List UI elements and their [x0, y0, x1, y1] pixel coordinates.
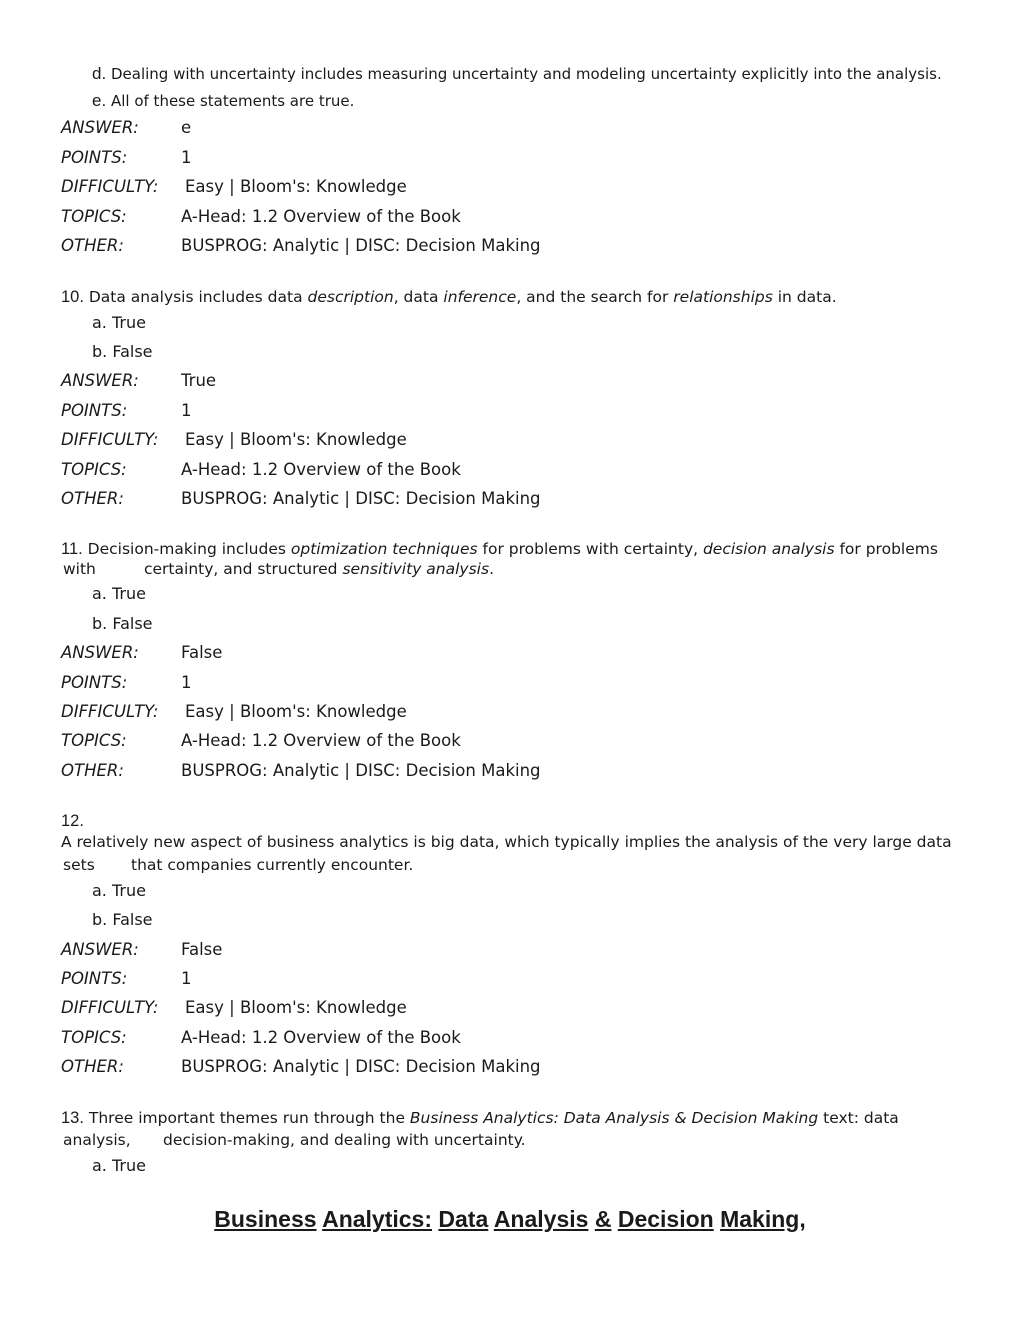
q11-other-label: OTHER:: [61, 761, 124, 780]
q13-number: 13.: [61, 1109, 84, 1127]
q10-stem: [61, 288, 837, 307]
q9-option-e: [92, 91, 354, 111]
q13-text-2: text: data: [818, 1109, 899, 1127]
q9-option-e-letter: e.: [92, 91, 107, 110]
q11-points-value: 1: [181, 673, 192, 692]
q10-answer-value: True: [181, 371, 217, 390]
q13-option-true: a. True: [92, 1156, 146, 1175]
q11-difficulty-label: DIFFICULTY:: [61, 702, 159, 721]
footer-word-2: Analytics:: [322, 1206, 433, 1232]
q11-italic-3: sensitivity analysis: [342, 560, 490, 578]
q9-other-label: OTHER:: [61, 236, 124, 255]
q10-number: 10.: [61, 288, 84, 306]
q9-difficulty-value: Easy | Bloom's: Knowledge: [185, 177, 407, 196]
footer-word-1: Business: [214, 1206, 317, 1232]
q12-difficulty-label: DIFFICULTY:: [61, 998, 159, 1017]
q11-italic-2: decision analysis: [702, 540, 835, 558]
q10-text-1: Data analysis includes data: [88, 288, 308, 306]
q10-option-true: a. True: [92, 313, 146, 332]
q11-stem-line-2b: [144, 560, 494, 578]
footer-word-3: Data: [438, 1206, 489, 1232]
q9-option-e-text: All of these statements are true.: [110, 92, 355, 110]
q13-stem-line-2b: decision-making, and dealing with uncertainty.: [163, 1131, 526, 1149]
q11-answer-value: False: [181, 643, 223, 662]
q9-option-d: [92, 64, 942, 84]
q11-option-false: b. False: [92, 614, 153, 633]
q9-option-d-letter: d.: [92, 64, 107, 83]
q13-stem-line-2a: analysis,: [63, 1131, 131, 1149]
q12-topics-value: A-Head: 1.2 Overview of the Book: [181, 1028, 461, 1047]
q13-stem-line-1: [61, 1109, 899, 1128]
q12-number: [61, 812, 84, 831]
q11-difficulty-value: Easy | Bloom's: Knowledge: [185, 702, 407, 721]
q12-points-value: 1: [181, 969, 192, 988]
q10-topics-value: A-Head: 1.2 Overview of the Book: [181, 460, 461, 479]
footer-word-6: Decision: [617, 1206, 714, 1232]
q11-text-5: certainty, and structured: [144, 560, 343, 578]
q9-points-label: POINTS:: [61, 148, 128, 167]
q10-difficulty-label: DIFFICULTY:: [61, 430, 159, 449]
q10-other-value: BUSPROG: Analytic | DISC: Decision Making: [181, 489, 541, 508]
q12-answer-label: ANSWER:: [61, 940, 139, 959]
q10-option-false: b. False: [92, 342, 153, 361]
q9-answer-label: ANSWER:: [61, 118, 139, 137]
q9-answer-value: e: [181, 118, 192, 137]
q12-number-text: 12.: [61, 812, 84, 830]
q12-other-value: BUSPROG: Analytic | DISC: Decision Making: [181, 1057, 541, 1076]
q11-italic-1: optimization techniques: [290, 540, 478, 558]
q12-stem-line-1: A relatively new aspect of business analytics is big data, which typically implies the analysis of the very large data: [61, 833, 952, 851]
q13-text-1: Three important themes run through the: [88, 1109, 410, 1127]
q12-points-label: POINTS:: [61, 969, 128, 988]
q9-topics-label: TOPICS:: [61, 207, 127, 226]
q10-points-value: 1: [181, 401, 192, 420]
q10-answer-label: ANSWER:: [61, 371, 139, 390]
q11-text-2: for problems with certainty,: [477, 540, 703, 558]
q10-points-label: POINTS:: [61, 401, 128, 420]
q12-option-false: b. False: [92, 910, 153, 929]
q10-italic-2: inference: [443, 288, 517, 306]
q11-other-value: BUSPROG: Analytic | DISC: Decision Making: [181, 761, 541, 780]
q9-points-value: 1: [181, 148, 192, 167]
footer-word-4: Analysis: [493, 1206, 589, 1232]
q12-stem-line-2b: that companies currently encounter.: [131, 856, 414, 874]
q10-italic-1: description: [307, 288, 394, 306]
q12-option-true: a. True: [92, 881, 146, 900]
footer-word-7: Making,: [720, 1206, 806, 1232]
q11-stem-line-1: [61, 540, 938, 559]
q9-other-value: BUSPROG: Analytic | DISC: Decision Making: [181, 236, 541, 255]
q12-topics-label: TOPICS:: [61, 1028, 127, 1047]
q10-text-4: in data.: [772, 288, 837, 306]
q11-option-true: a. True: [92, 584, 146, 603]
q9-difficulty-label: DIFFICULTY:: [61, 177, 159, 196]
q11-text-6: .: [489, 560, 494, 578]
q11-number: 11.: [61, 540, 83, 558]
footer-book-title: [0, 1206, 1020, 1233]
q10-difficulty-value: Easy | Bloom's: Knowledge: [185, 430, 407, 449]
q12-answer-value: False: [181, 940, 223, 959]
q11-topics-value: A-Head: 1.2 Overview of the Book: [181, 731, 461, 750]
q11-text-3: for problems: [834, 540, 938, 558]
q10-italic-3: relationships: [673, 288, 773, 306]
q12-difficulty-value: Easy | Bloom's: Knowledge: [185, 998, 407, 1017]
q13-italic-1: Business Analytics: Data Analysis & Decision Making: [409, 1109, 819, 1127]
q10-other-label: OTHER:: [61, 489, 124, 508]
q10-text-2: , data: [393, 288, 444, 306]
q10-text-3: , and the search for: [516, 288, 674, 306]
q11-stem-line-2a: with: [63, 560, 96, 578]
q11-topics-label: TOPICS:: [61, 731, 127, 750]
q10-topics-label: TOPICS:: [61, 460, 127, 479]
q12-stem-line-2a: sets: [63, 856, 95, 874]
q11-text-1: Decision-making includes: [87, 540, 291, 558]
q9-topics-value: A-Head: 1.2 Overview of the Book: [181, 207, 461, 226]
footer-word-5: &: [594, 1206, 612, 1232]
q11-answer-label: ANSWER:: [61, 643, 139, 662]
q12-other-label: OTHER:: [61, 1057, 124, 1076]
q9-option-d-text: Dealing with uncertainty includes measuring uncertainty and modeling uncertainty explicitly into the analysis.: [110, 65, 942, 83]
q11-points-label: POINTS:: [61, 673, 128, 692]
